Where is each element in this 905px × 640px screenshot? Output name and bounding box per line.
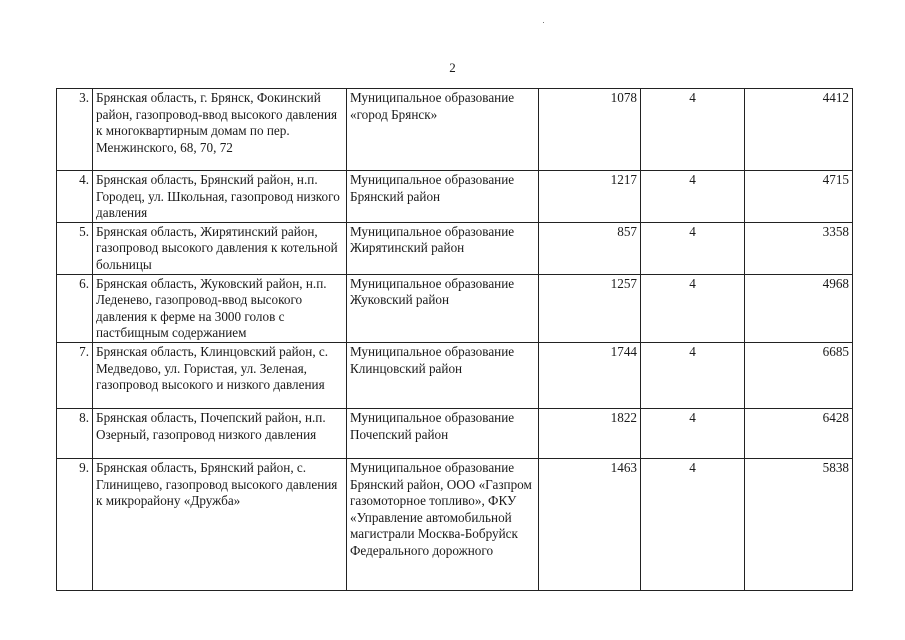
object-address: Брянская область, Почепский район, н.п. Озерный, газопровод низкого давления [93, 408, 347, 458]
gas-pipeline-table [56, 88, 853, 591]
object-length: 1822 [539, 408, 641, 458]
object-diameter: 4 [641, 342, 745, 408]
object-length: 1463 [539, 458, 641, 590]
object-value: 6428 [745, 408, 853, 458]
object-address: Брянская область, Клинцовский район, с. Медведово, ул. Гористая, ул. Зеленая, газопровод высокого и низкого давления [93, 342, 347, 408]
table-row [57, 222, 853, 274]
object-address: Брянская область, Жирятинский район, газопровод высокого давления к котельной больницы [93, 222, 347, 274]
object-length: 857 [539, 222, 641, 274]
object-value: 3358 [745, 222, 853, 274]
table-row [57, 342, 853, 408]
table-row [57, 274, 853, 342]
row-number: 3. [57, 89, 93, 171]
row-number: 7. [57, 342, 93, 408]
object-value: 5838 [745, 458, 853, 590]
row-number: 8. [57, 408, 93, 458]
object-length: 1257 [539, 274, 641, 342]
object-address: Брянская область, Брянский район, с. Глинищево, газопровод высокого давления к микрорайону «Дружба» [93, 458, 347, 590]
scan-speck [543, 22, 544, 23]
object-owner: Муниципальное образование Жирятинский район [347, 222, 539, 274]
object-diameter: 4 [641, 274, 745, 342]
object-owner: Муниципальное образование Клинцовский район [347, 342, 539, 408]
object-diameter: 4 [641, 408, 745, 458]
object-address: Брянская область, Брянский район, н.п. Городец, ул. Школьная, газопровод низкого давления [93, 171, 347, 223]
object-owner: Муниципальное образование Брянский район, ООО «Газпром газомоторное топливо», ФКУ «Управление автомобильной магистрали Москва-Бобруйск Федерального дорожного [347, 458, 539, 590]
object-owner: Муниципальное образование Жуковский район [347, 274, 539, 342]
object-diameter: 4 [641, 222, 745, 274]
table-row [57, 171, 853, 223]
page-number: 2 [449, 60, 456, 75]
table-row [57, 458, 853, 590]
object-address: Брянская область, г. Брянск, Фокинский район, газопровод-ввод высокого давления к многоквартирным домам по пер. Менжинского, 68, 70, 72 [93, 89, 347, 171]
object-length: 1078 [539, 89, 641, 171]
row-number: 9. [57, 458, 93, 590]
object-value: 6685 [745, 342, 853, 408]
object-value: 4715 [745, 171, 853, 223]
object-owner: Муниципальное образование Почепский район [347, 408, 539, 458]
object-diameter: 4 [641, 458, 745, 590]
object-length: 1744 [539, 342, 641, 408]
table-row [57, 408, 853, 458]
row-number: 5. [57, 222, 93, 274]
object-owner: Муниципальное образование «город Брянск» [347, 89, 539, 171]
row-number: 4. [57, 171, 93, 223]
table-row [57, 89, 853, 171]
object-diameter: 4 [641, 171, 745, 223]
object-owner: Муниципальное образование Брянский район [347, 171, 539, 223]
object-value: 4968 [745, 274, 853, 342]
row-number: 6. [57, 274, 93, 342]
object-address: Брянская область, Жуковский район, н.п. Леденево, газопровод-ввод высокого давления к ферме на 3000 голов с пастбищным содержанием [93, 274, 347, 342]
object-value: 4412 [745, 89, 853, 171]
object-length: 1217 [539, 171, 641, 223]
object-diameter: 4 [641, 89, 745, 171]
